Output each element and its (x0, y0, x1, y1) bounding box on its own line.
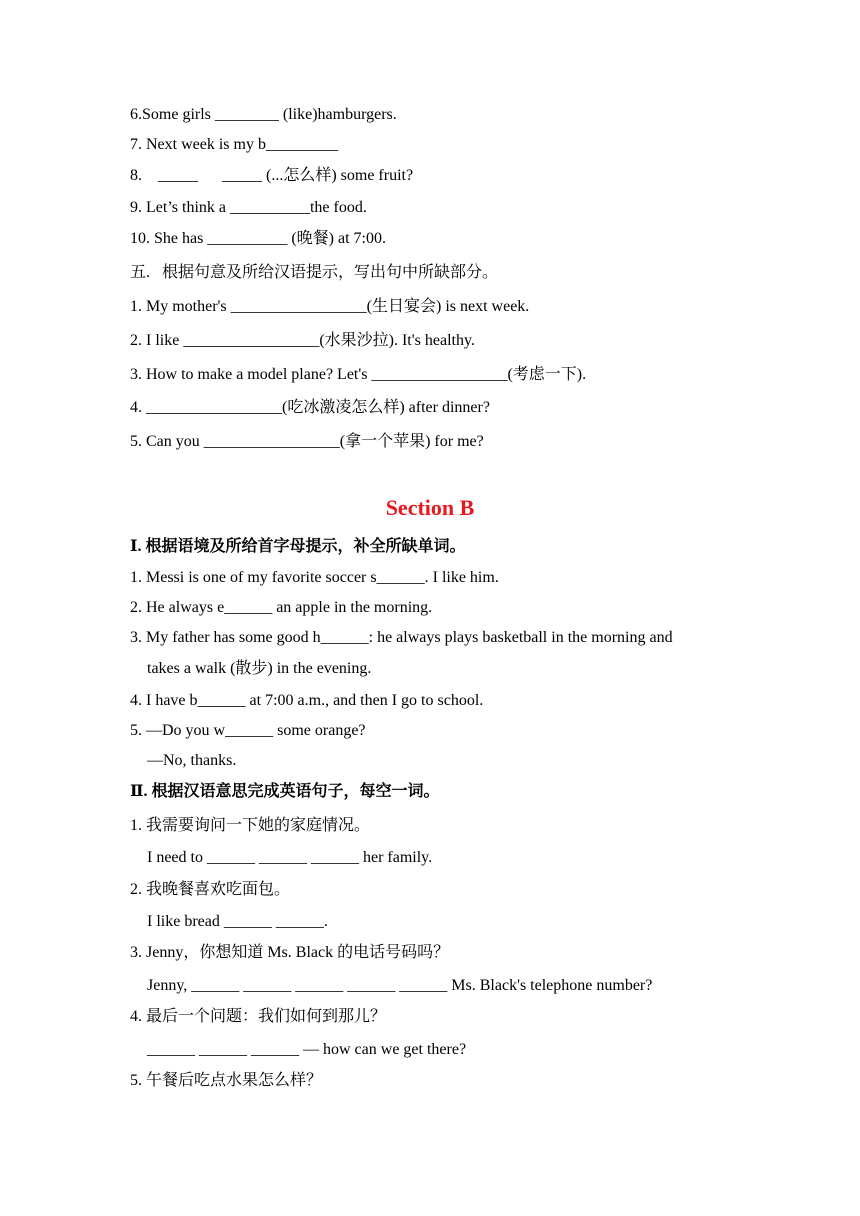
section-title: Section B (385, 495, 475, 520)
exercise-item: 5. 午餐后吃点水果怎么样？ (130, 1072, 323, 1089)
exercise-answer-line: Jenny, ______ ______ ______ ______ ______ Ms. Black's telephone number? (147, 977, 653, 994)
exercise-item: 1. Messi is one of my favorite soccer s______. I like him. (130, 569, 499, 586)
exercise-item: 5. —Do you w______ some orange? (130, 722, 366, 739)
exercise-item: 4. 最后一个问题：我们如何到那儿？ (130, 1008, 387, 1025)
exercise-item: 2. He always e______ an apple in the morning. (130, 599, 433, 616)
exercise-item: 4. _________________(吃冰激凌怎么样) after dinner? (130, 399, 490, 416)
exercise-item: 3. My father has some good h______: he always plays basketball in the morning and (130, 629, 673, 646)
part-heading: Ⅰ. 根据语境及所给首字母提示，补全所缺单词。 (130, 538, 466, 555)
part-heading: Ⅱ. 根据汉语意思完成英语句子，每空一词。 (130, 783, 440, 800)
exercise-item: 1. My mother's _________________(生日宴会) is next week. (130, 298, 530, 315)
exercise-item: 6.Some girls ________ (like)hamburgers. (130, 106, 397, 123)
exercise-answer-line: I need to ______ ______ ______ her family. (147, 849, 433, 866)
exercise-item: 2. I like _________________(水果沙拉). It's healthy. (130, 332, 475, 349)
exercise-item: 8. _____ _____ (...怎么样) some fruit? (130, 167, 414, 184)
exercise-item: 10. She has __________ (晚餐) at 7:00. (130, 230, 386, 247)
exercise-item: 9. Let’s think a __________the food. (130, 199, 367, 216)
part-heading: 五. 根据句意及所给汉语提示，写出句中所缺部分。 (130, 264, 499, 281)
exercise-answer-line: I like bread ______ ______. (147, 913, 328, 930)
exercise-item: 3. How to make a model plane? Let's _________________(考虑一下). (130, 366, 587, 383)
exercise-item: 1. 我需要询问一下她的家庭情况。 (130, 817, 371, 834)
exercise-item-continuation: —No, thanks. (147, 752, 237, 769)
exercise-item: 5. Can you _________________(拿一个苹果) for me? (130, 433, 484, 450)
exercise-item-continuation: takes a walk (散步) in the evening. (147, 660, 372, 677)
exercise-item: 2. 我晚餐喜欢吃面包。 (130, 881, 291, 898)
exercise-item: 3. Jenny，你想知道 Ms. Black 的电话号码吗？ (130, 944, 450, 961)
exercise-item: 4. I have b______ at 7:00 a.m., and then I go to school. (130, 692, 484, 709)
exercise-item: 7. Next week is my b_________ (130, 136, 338, 153)
exercise-answer-line: ______ ______ ______ — how can we get there? (147, 1041, 467, 1058)
